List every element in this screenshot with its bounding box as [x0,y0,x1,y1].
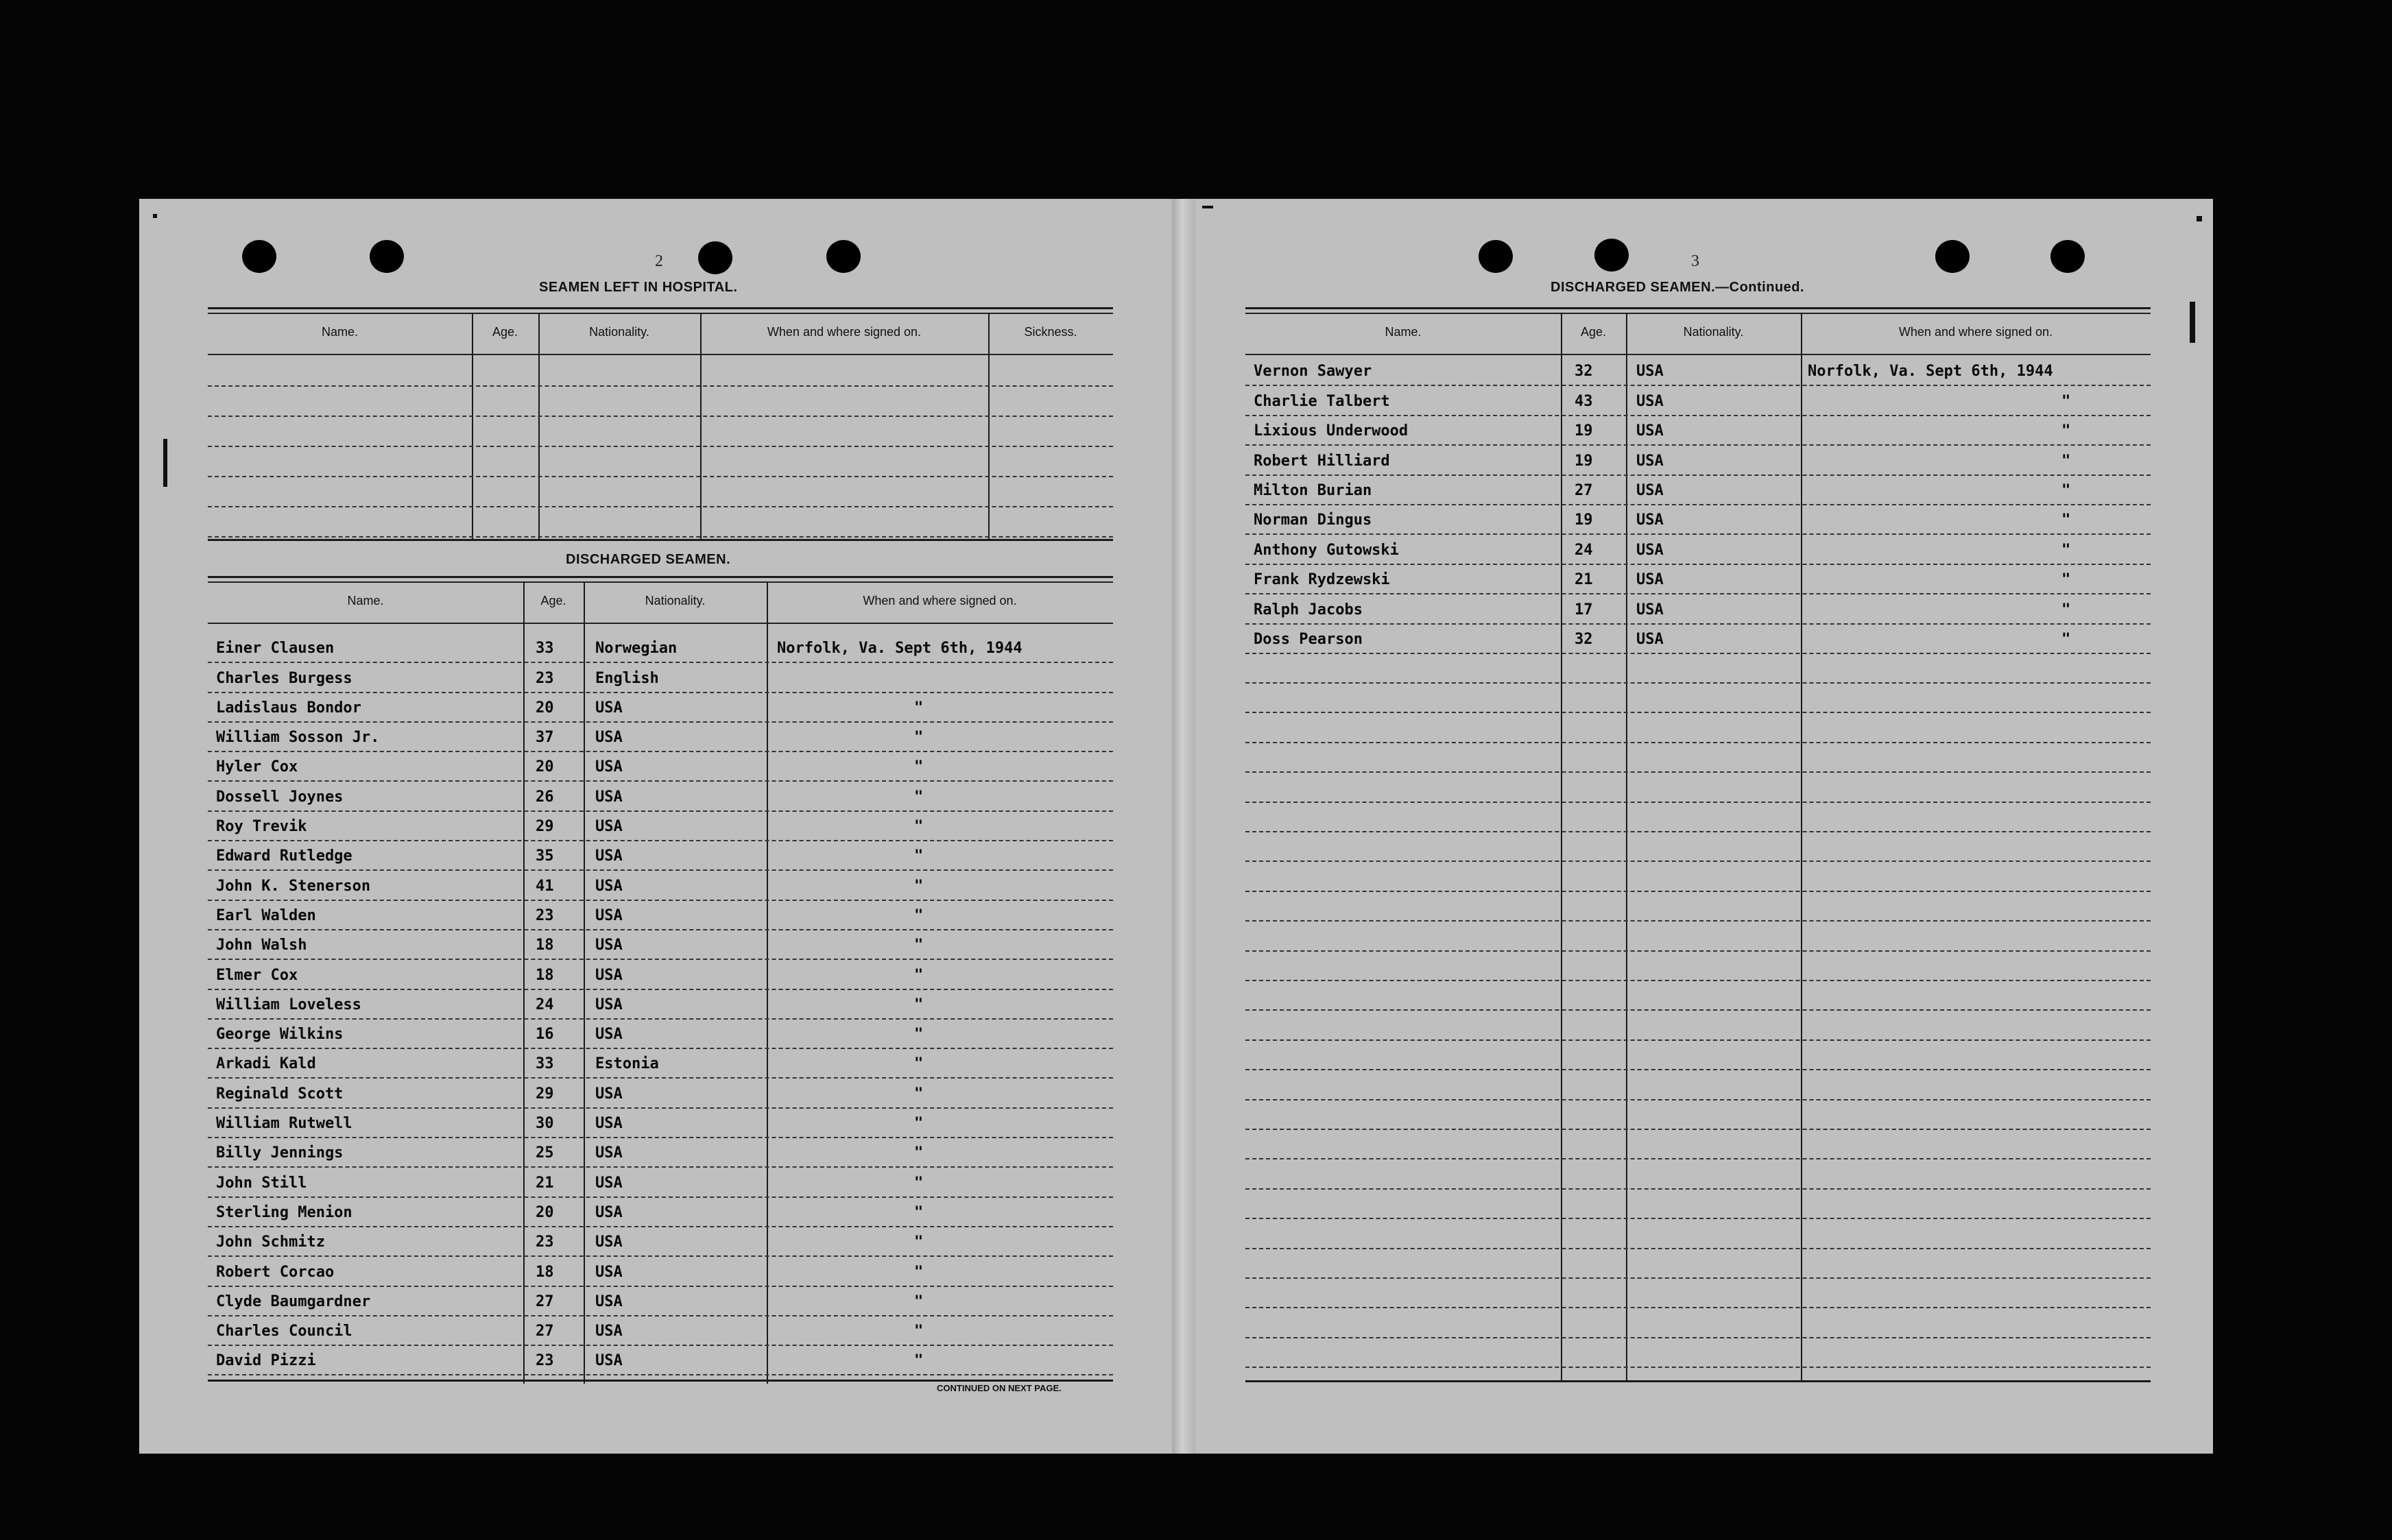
seaman-name: Charles Burgess [216,669,352,687]
seaman-nationality: USA [1636,601,1664,618]
seaman-nationality: USA [595,1292,623,1310]
table-row [1245,772,2151,803]
seaman-nationality: USA [595,1352,623,1370]
signed-on-value: " [2061,541,2071,559]
seaman-nationality: USA [595,1144,623,1162]
signed-on-value: " [914,729,924,747]
signed-on-value: " [914,1026,924,1044]
punch-hole [1935,240,1970,273]
seaman-age: 32 [1575,363,1593,381]
signed-on-value: " [914,788,924,806]
table-rule [208,313,1113,314]
discharged-continued-title: DISCHARGED SEAMEN.—Continued. [1551,280,1805,295]
seaman-age: 18 [536,966,554,984]
table-row [1245,1218,2151,1249]
seaman-name: Dossell Joynes [216,788,344,806]
discharged-table-right [1245,307,2151,1384]
table-row [208,900,1113,930]
table-row [208,662,1113,693]
discharged-section-title: DISCHARGED SEAMEN. [566,552,731,567]
seaman-name: Elmer Cox [216,966,298,984]
seaman-age: 27 [1575,481,1593,499]
seaman-name: Reginald Scott [216,1085,344,1103]
signed-on-value: " [914,1115,924,1133]
seaman-name: Roy Trevik [216,818,307,836]
seaman-age: 25 [536,1144,554,1162]
table-rule [208,623,1113,624]
seaman-name: Milton Burian [1254,481,1372,499]
table-row [208,1166,1113,1197]
punch-hole [1479,240,1513,273]
ink-speck [163,439,167,487]
seaman-name: John Still [216,1174,307,1192]
seaman-nationality: USA [1636,422,1664,440]
signed-on-value: " [914,966,924,984]
seaman-nationality: USA [595,729,623,747]
signed-on-value: " [914,1085,924,1103]
seaman-name: Norman Dingus [1254,512,1372,529]
signed-on-value: " [914,758,924,776]
column-header-age: Age. [492,325,518,339]
seaman-name: George Wilkins [216,1026,344,1044]
seaman-name: John Walsh [216,937,307,954]
seaman-name: Lixious Underwood [1254,422,1409,440]
table-row [208,1196,1113,1227]
table-row [1245,980,2151,1011]
seaman-nationality: USA [595,847,623,865]
column-header-name: Name. [347,594,384,607]
seaman-age: 24 [536,996,554,1013]
seaman-name: William Loveless [216,996,361,1013]
table-row [1245,1010,2151,1041]
seaman-nationality: USA [1636,452,1664,470]
table-row [1245,1337,2151,1368]
signed-on-value: " [914,1323,924,1340]
signed-on-value: " [914,877,924,895]
table-row [1245,1070,2151,1100]
table-row [1245,742,2151,773]
signed-on-value: " [2061,601,2071,618]
seaman-name: Charlie Talbert [1254,392,1390,410]
table-row [1245,712,2151,743]
seaman-nationality: USA [595,1026,623,1044]
table-row [1245,891,2151,922]
document-sheet [139,199,2213,1454]
table-row [1245,802,2151,832]
table-row [208,1078,1113,1109]
seaman-nationality: USA [595,937,623,954]
punch-hole [370,240,404,273]
table-row [1245,564,2151,594]
table-rule [208,354,1113,355]
seaman-name: Einer Clausen [216,640,335,658]
seaman-nationality: USA [595,1174,623,1192]
table-row [208,721,1113,752]
discharged-table-left [208,576,1113,1385]
seaman-age: 16 [536,1026,554,1044]
seaman-age: 17 [1575,601,1593,618]
seaman-age: 30 [536,1115,554,1133]
signed-on-value: " [914,1263,924,1281]
table-row [208,1018,1113,1049]
seaman-nationality: USA [1636,363,1664,381]
seaman-age: 23 [536,1234,554,1251]
signed-on-value: " [914,906,924,924]
table-rule [1245,307,2151,309]
table-row [208,476,1113,477]
seaman-name: William Sosson Jr. [216,729,380,747]
table-row [208,1315,1113,1346]
page-fold [1172,199,1195,1454]
seaman-nationality: USA [595,1203,623,1221]
column-header-name: Name. [321,325,358,339]
punch-hole [242,240,276,273]
seaman-nationality: USA [1636,392,1664,410]
signed-on-value: " [914,1055,924,1073]
seaman-age: 37 [536,729,554,747]
table-row [208,869,1113,900]
table-rule [1245,1380,2151,1382]
table-row [1245,444,2151,475]
seaman-nationality: English [595,669,659,687]
table-row [1245,504,2151,535]
table-row [1245,950,2151,981]
signed-on-value: " [2061,392,2071,410]
column-header-sickness: Sickness. [1024,325,1077,339]
seaman-nationality: Norwegian [595,640,678,658]
table-rule [208,1380,1113,1382]
column-divider [538,313,540,539]
seaman-nationality: USA [595,699,623,717]
column-divider [700,313,702,539]
seaman-age: 18 [536,937,554,954]
seaman-age: 35 [536,847,554,865]
table-row [1245,623,2151,654]
table-row [1245,1248,2151,1279]
signed-on-value: " [914,1174,924,1192]
signed-on-value: " [2061,452,2071,470]
table-row [208,416,1113,417]
seaman-name: Clyde Baumgardner [216,1292,371,1310]
seaman-nationality: USA [595,996,623,1013]
seaman-nationality: USA [595,1323,623,1340]
signed-on-value: " [914,1292,924,1310]
table-row [208,810,1113,841]
column-header-nationality: Nationality. [645,594,706,607]
signed-on-value: Norfolk, Va. Sept 6th, 1944 [1808,363,2053,381]
ink-speck [153,214,157,218]
table-rule [208,576,1113,578]
column-header-nationality: Nationality. [1683,325,1744,339]
seaman-name: John K. Stenerson [216,877,371,895]
table-row [1245,1308,2151,1338]
table-row [1245,1159,2151,1190]
seaman-age: 21 [536,1174,554,1192]
table-rule [208,581,1113,583]
ink-speck [2190,302,2195,343]
table-row [208,1048,1113,1079]
signed-on-value: " [914,1144,924,1162]
table-rule [208,307,1113,309]
table-row [1245,415,2151,446]
table-row [208,989,1113,1020]
punch-hole [2050,240,2085,273]
seaman-name: Earl Walden [216,906,316,924]
continued-footnote: CONTINUED ON NEXT PAGE. [937,1383,1062,1393]
punch-hole [698,241,732,274]
signed-on-value: " [914,699,924,717]
column-header-age: Age. [540,594,566,607]
table-row [208,840,1113,871]
seaman-age: 21 [1575,571,1593,589]
table-row [208,1255,1113,1286]
table-row [208,536,1113,538]
seaman-name: Sterling Menion [216,1203,352,1221]
column-header-nationality: Nationality. [589,325,649,339]
column-divider [988,313,990,539]
table-row [208,692,1113,723]
table-row [208,385,1113,387]
table-row [208,959,1113,989]
seaman-age: 20 [536,699,554,717]
seaman-age: 41 [536,877,554,895]
table-row [1245,1277,2151,1308]
signed-on-value: " [914,1234,924,1251]
signed-on-value: " [914,818,924,836]
seaman-age: 33 [536,640,554,658]
column-header-signed-on: When and where signed on. [767,325,922,339]
signed-on-value: " [914,847,924,865]
seaman-age: 20 [536,758,554,776]
table-row [1245,474,2151,505]
seaman-age: 24 [1575,541,1593,559]
table-row [1245,653,2151,684]
punch-hole [1594,239,1629,272]
seaman-age: 23 [536,1352,554,1370]
table-row [1245,1129,2151,1159]
seaman-age: 18 [536,1263,554,1281]
table-row [1245,593,2151,624]
signed-on-value: " [2061,630,2071,648]
table-row [1245,682,2151,713]
seaman-name: Ladislaus Bondor [216,699,361,717]
seaman-nationality: USA [1636,630,1664,648]
table-row [1245,921,2151,952]
signed-on-value: " [914,996,924,1013]
hospital-table [208,307,1113,540]
signed-on-value: " [914,1203,924,1221]
ink-speck [2197,216,2202,221]
seaman-age: 26 [536,788,554,806]
seaman-name: David Pizzi [216,1352,316,1370]
seaman-nationality: USA [595,1115,623,1133]
column-divider [472,313,473,539]
table-row [1245,831,2151,862]
table-rule [1245,313,2151,314]
table-row [208,1107,1113,1138]
ink-speck [1202,206,1213,208]
seaman-nationality: USA [1636,512,1664,529]
seaman-name: Robert Hilliard [1254,452,1390,470]
seaman-name: Charles Council [216,1323,352,1340]
seaman-name: Edward Rutledge [216,847,352,865]
signed-on-value: " [2061,571,2071,589]
table-row [208,1286,1113,1316]
table-row [208,1137,1113,1168]
seaman-name: Vernon Sawyer [1254,363,1372,381]
seaman-name: Arkadi Kald [216,1055,316,1073]
seaman-age: 19 [1575,512,1593,529]
seaman-nationality: USA [1636,571,1664,589]
punch-hole [826,240,861,273]
seaman-nationality: USA [595,906,623,924]
table-row [1245,355,2151,386]
column-header-age: Age. [1580,325,1607,339]
table-row [1245,861,2151,892]
table-row [1245,1188,2151,1219]
seaman-nationality: USA [595,1234,623,1251]
signed-on-value: " [2061,481,2071,499]
seaman-name: Billy Jennings [216,1144,344,1162]
seaman-age: 23 [536,906,554,924]
seaman-name: Robert Corcao [216,1263,335,1281]
signed-on-value: " [2061,422,2071,440]
seaman-age: 27 [536,1292,554,1310]
signed-on-value: " [2061,512,2071,529]
seaman-nationality: USA [595,1085,623,1103]
seaman-nationality: USA [1636,481,1664,499]
seaman-age: 29 [536,1085,554,1103]
table-row [1245,1039,2151,1070]
seaman-nationality: Estonia [595,1055,659,1073]
column-header-signed-on: When and where signed on. [1898,325,2053,339]
seaman-nationality: USA [1636,541,1664,559]
table-row [208,1345,1113,1375]
seaman-name: Ralph Jacobs [1254,601,1363,618]
seaman-nationality: USA [595,877,623,895]
table-row [208,506,1113,507]
seaman-nationality: USA [595,1263,623,1281]
seaman-name: William Rutwell [216,1115,352,1133]
table-row [208,632,1113,663]
page-number-right: 3 [1691,252,1699,270]
seaman-name: Frank Rydzewski [1254,571,1390,589]
seaman-name: John Schmitz [216,1234,325,1251]
seaman-age: 23 [536,669,554,687]
seaman-age: 33 [536,1055,554,1073]
seaman-age: 29 [536,818,554,836]
seaman-nationality: USA [595,966,623,984]
table-row [1245,1099,2151,1130]
column-header-signed-on: When and where signed on. [863,594,1017,607]
table-row [1245,385,2151,416]
table-row [208,1226,1113,1257]
page-number-left: 2 [655,252,663,270]
seaman-name: Hyler Cox [216,758,298,776]
seaman-age: 19 [1575,422,1593,440]
seaman-nationality: USA [595,758,623,776]
seaman-name: Anthony Gutowski [1254,541,1399,559]
signed-on-value: Norfolk, Va. Sept 6th, 1944 [777,640,1022,658]
hospital-section-title: SEAMEN LEFT IN HOSPITAL. [539,280,738,295]
table-row [208,781,1113,812]
seaman-age: 32 [1575,630,1593,648]
table-rule [208,539,1113,541]
seaman-nationality: USA [595,818,623,836]
seaman-age: 20 [536,1203,554,1221]
seaman-name: Doss Pearson [1254,630,1363,648]
seaman-age: 43 [1575,392,1593,410]
seaman-age: 19 [1575,452,1593,470]
table-row [208,751,1113,782]
table-row [208,446,1113,447]
signed-on-value: " [914,1352,924,1370]
seaman-nationality: USA [595,788,623,806]
seaman-age: 27 [536,1323,554,1340]
column-header-name: Name. [1385,325,1422,339]
table-row [208,929,1113,960]
signed-on-value: " [914,937,924,954]
table-row [1245,533,2151,564]
